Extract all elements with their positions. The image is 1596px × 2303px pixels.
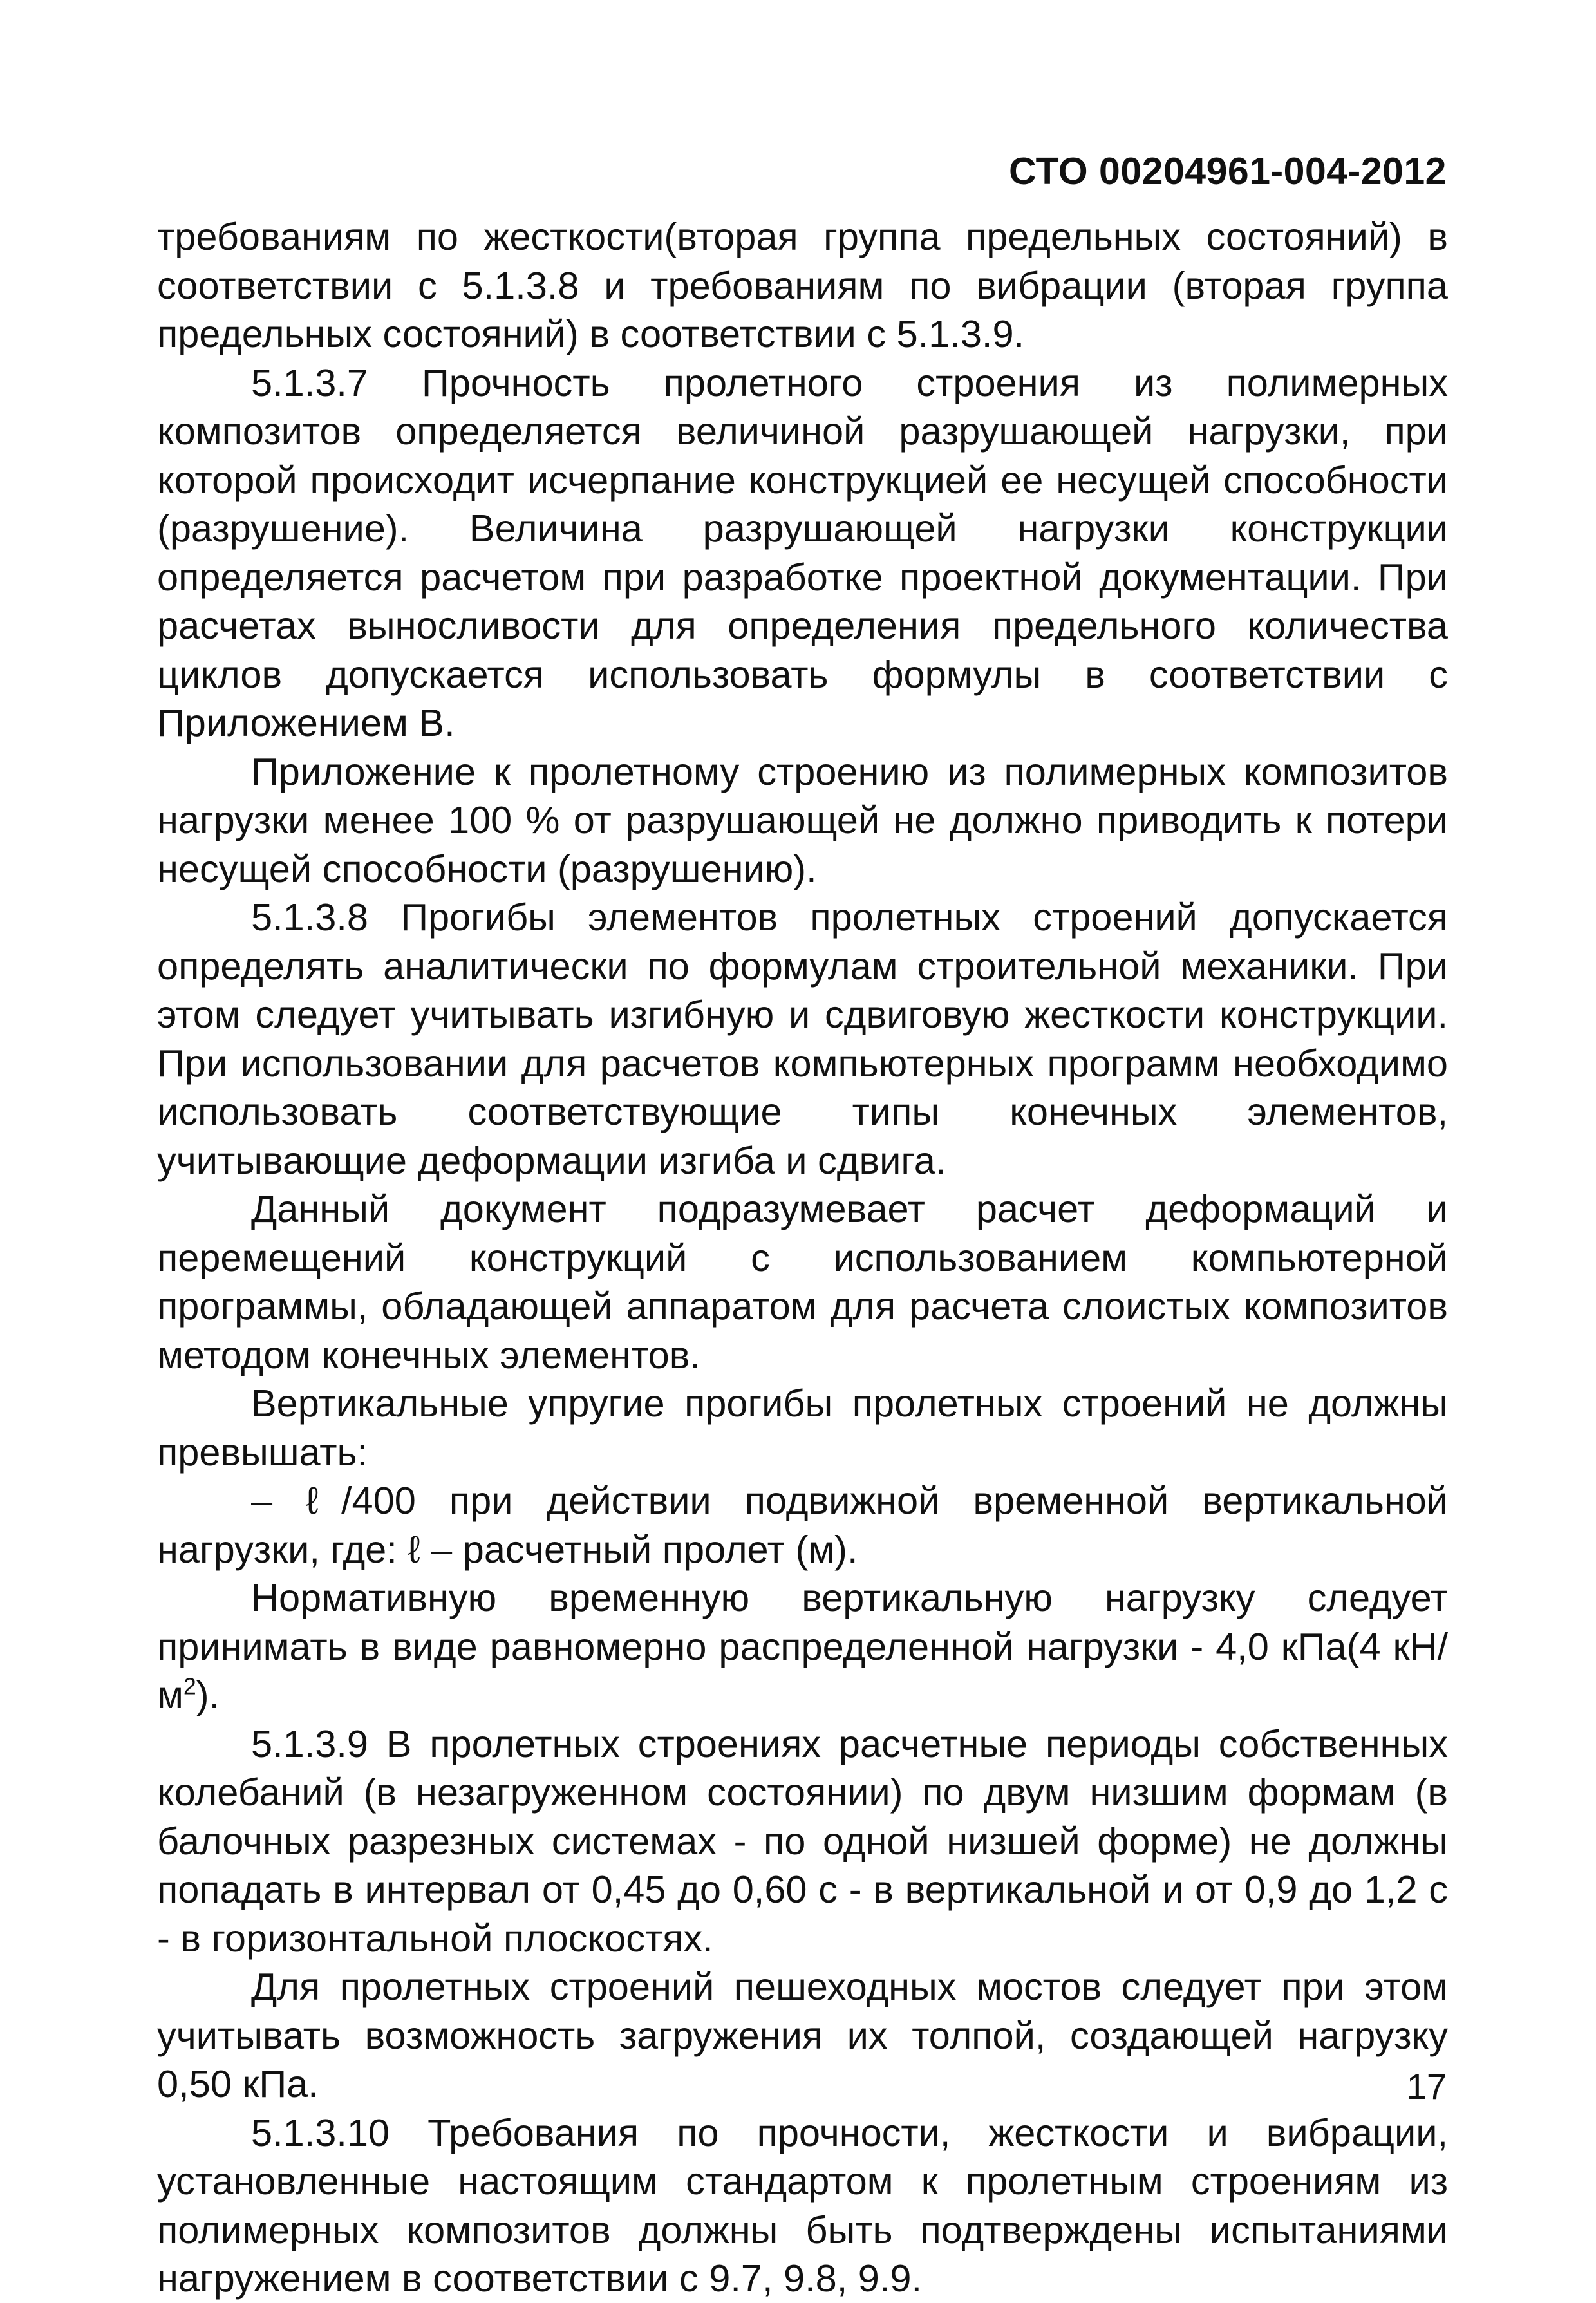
paragraph-5-1-3-10: 5.1.3.10 Требования по прочности, жесткости и вибрации, установленные настоящим стандартом к пролетным строениям из полимерных композитов должны быть подтверждены испытаниями нагружением в соответствии с 9.7, 9.8, 9.9. — [157, 2110, 1448, 2300]
paragraph-5-1-3-8: 5.1.3.8 Прогибы элементов пролетных строений допускается определять аналитически по формулам строительной механики. При этом следует учитывать изгибную и сдвиговую жесткости конструкции. При использовании для расчетов компьютерных программ необходимо использовать соответствующие типы конечных элементов, учитывающие деформации изгиба и сдвига. — [157, 896, 1448, 1182]
paragraph-normative-load — [157, 1574, 1448, 1720]
unit-superscript: 2 — [183, 1673, 196, 1700]
normative-load-tail: ). — [196, 1673, 220, 1716]
paragraph-load-application: Приложение к пролетному строению из полимерных композитов нагрузки менее 100 % от разрушающей не должно приводить к потери несущей способности (разрушению). — [157, 749, 1448, 890]
document-code: СТО 00204961-004-2012 — [1009, 150, 1447, 193]
page-number: 17 — [1406, 2066, 1447, 2107]
paragraph-deflection-formula: – ℓ/400 при действии подвижной временной вертикальной нагрузки, где: ℓ – расчетный пролет (м). — [157, 1479, 1448, 1571]
paragraph-continuation: требованиям по жесткости(вторая группа предельных состояний) в соответствии с 5.1.3.8 и требованиям по вибрации (вторая группа предельных состояний) в соответствии с 5.1.3.9. — [157, 215, 1448, 355]
paragraph-pedestrian-bridges: Для пролетных строений пешеходных мостов следует при этом учитывать возможность загружения их толпой, создающей нагрузку 0,50 кПа. — [157, 1965, 1448, 2105]
document-body — [157, 212, 1448, 2303]
paragraph-5-1-3-9: 5.1.3.9 В пролетных строениях расчетные периоды собственных колебаний (в незагруженном состоянии) по двум низшим формам (в балочных разрезных системах - по одной низшей форме) не должны попадать в интервал от 0,45 до 0,60 с - в вертикальной и от 0,9 до 1,2 с - в горизонтальной плоскостях. — [157, 1722, 1448, 1960]
paragraph-fem-calculation: Данный документ подразумевает расчет деформаций и перемещений конструкций с использованием компьютерной программы, обладающей аппаратом для расчета слоистых композитов методом конечных элементов. — [157, 1187, 1448, 1377]
normative-load-text: Нормативную временную вертикальную нагрузку следует принимать в виде равномерно распределенной нагрузки - 4,0 кПа(4 кН/м — [157, 1576, 1448, 1716]
paragraph-5-1-3-7: 5.1.3.7 Прочность пролетного строения из полимерных композитов определяется величиной разрушающей нагрузки, при которой происходит исчерпание конструкцией ее несущей способности (разрушение). Величина разрушающей нагрузки конструкции определяется расчетом при разработке проектной документации. При расчетах выносливости для определения предельного количества циклов допускается использовать формулы в соответствии с Приложением В. — [157, 361, 1448, 744]
paragraph-deflection-limits: Вертикальные упругие прогибы пролетных строений не должны превышать: — [157, 1382, 1448, 1474]
